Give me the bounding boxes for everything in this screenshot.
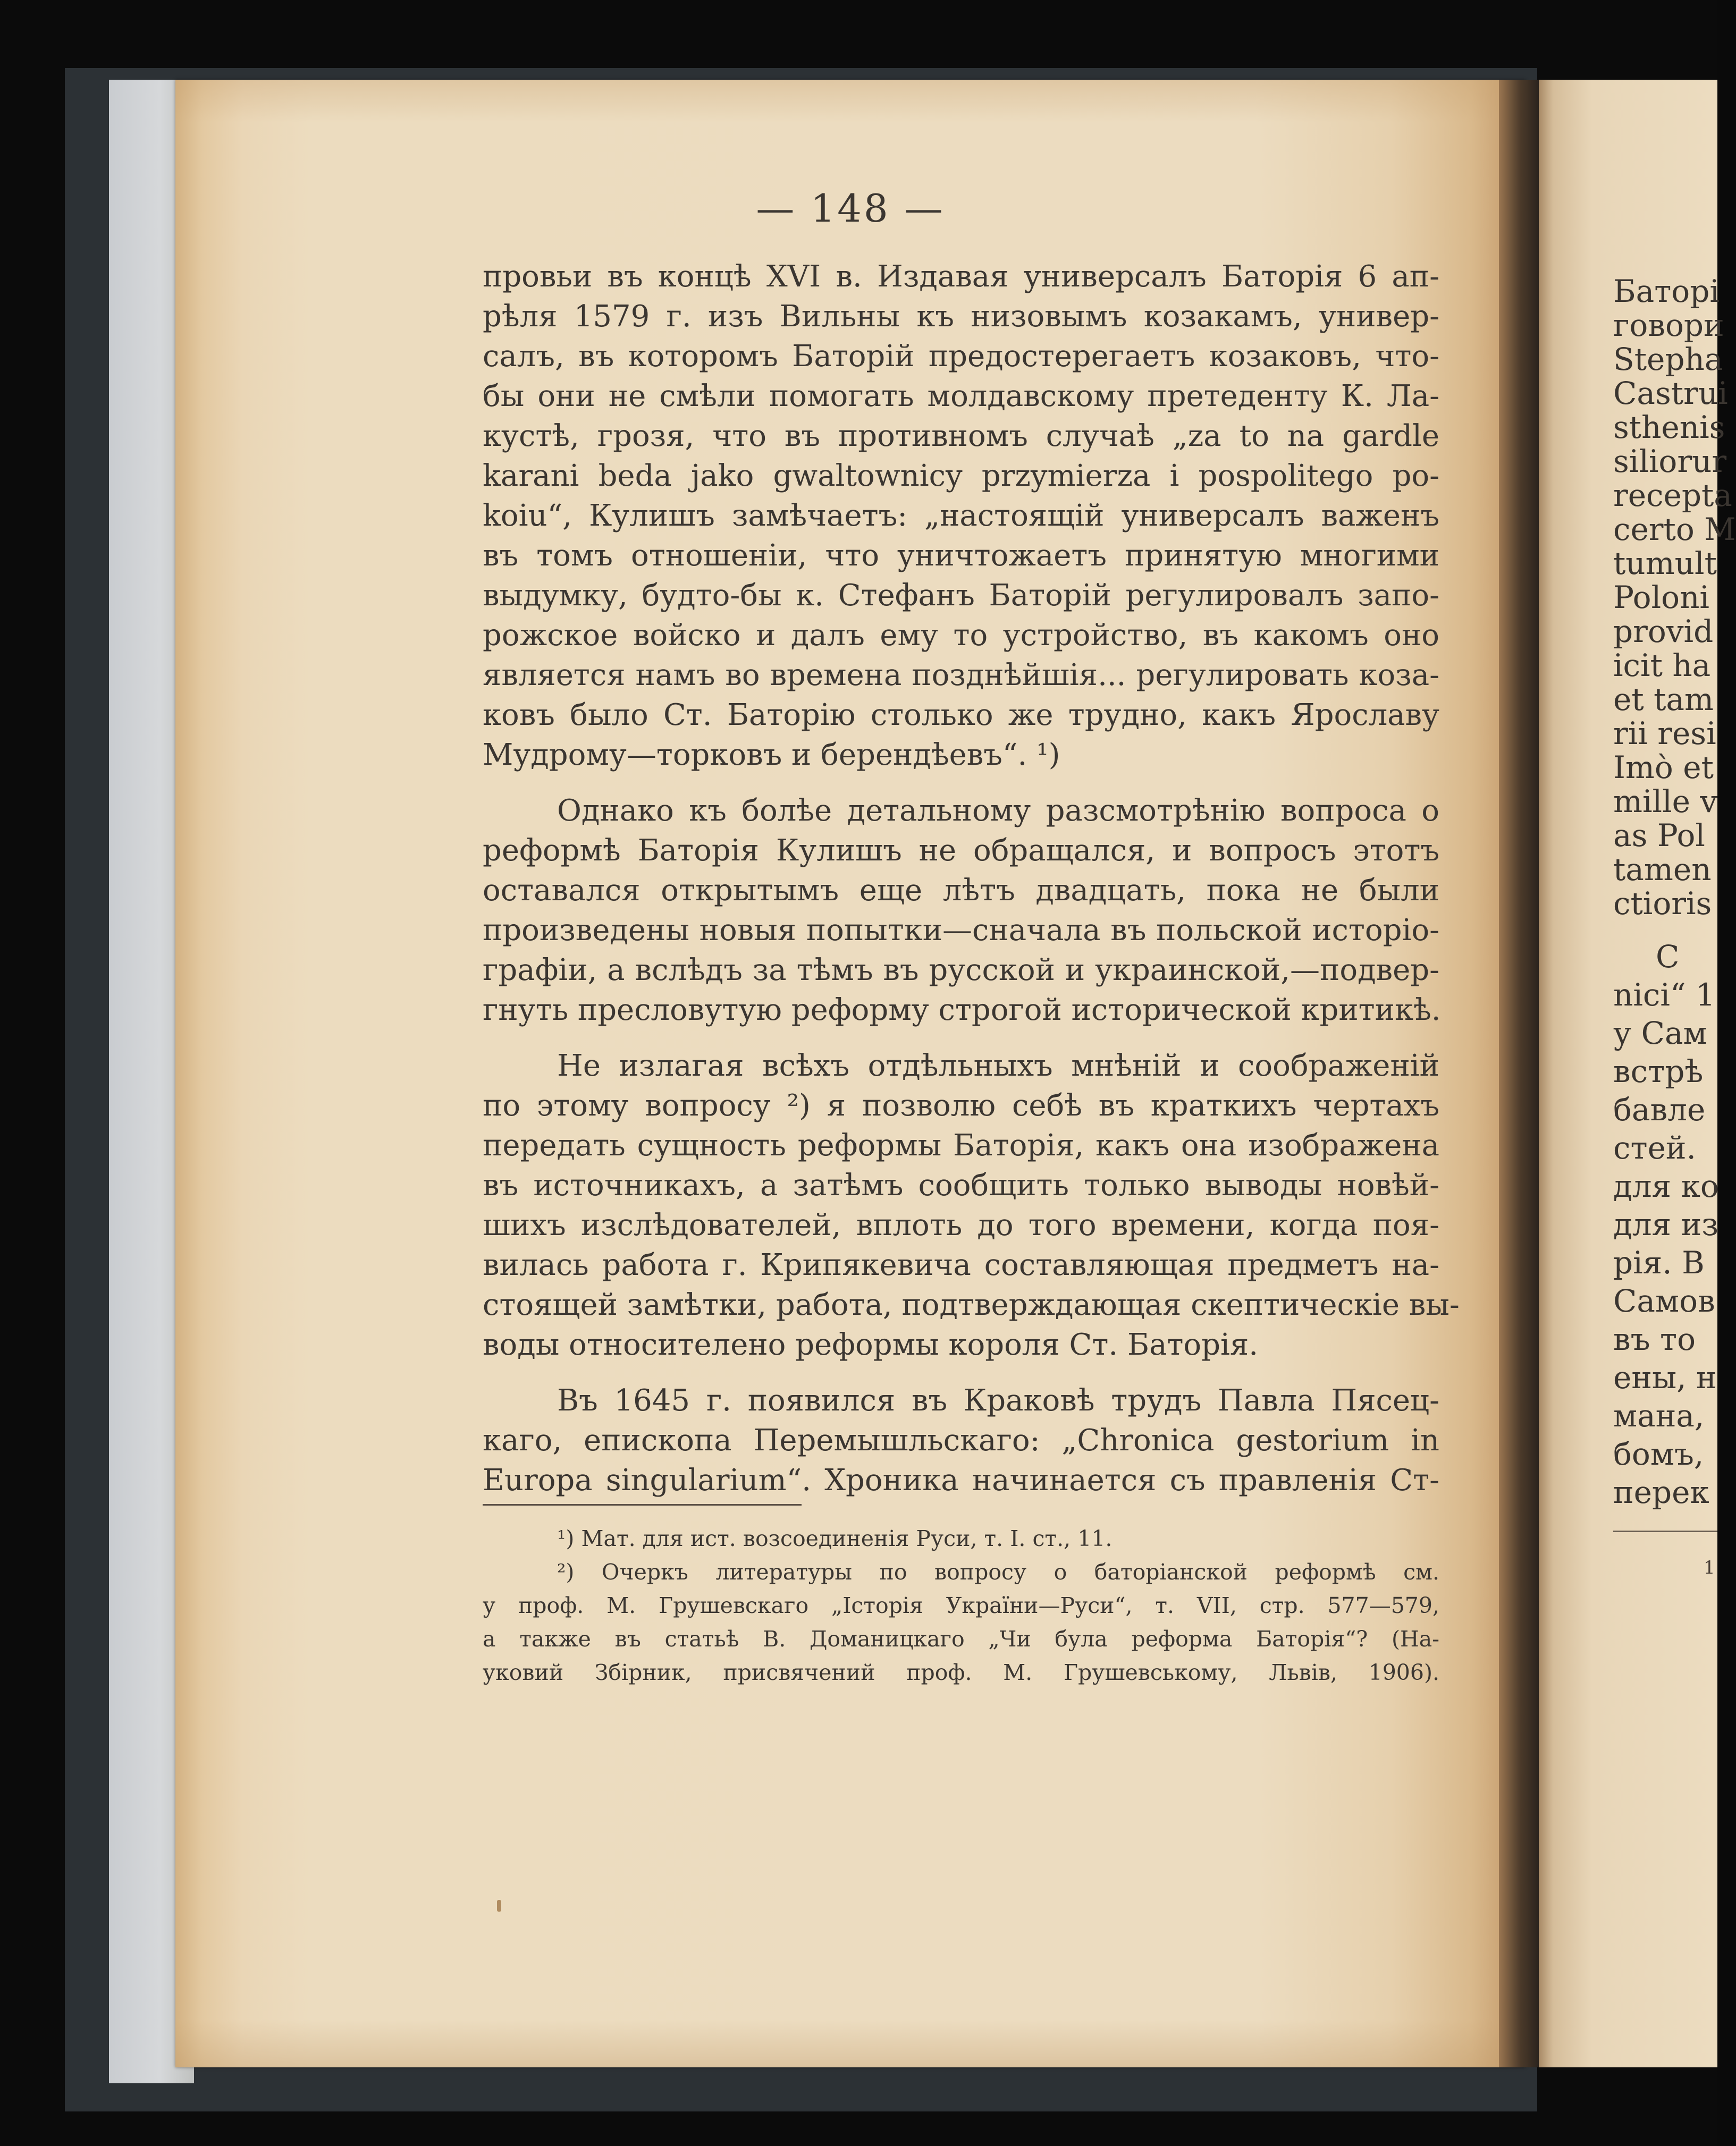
page-shade-bottom [175,2020,1526,2067]
right-text-line: Poloni [1613,579,1709,615]
footnote-line: а также въ статьѣ В. Доманицкаго „Чи була реформа Баторія“? (На- [483,1626,1439,1652]
text-line: Однако къ болѣе детальному разсмотрѣнію вопроса о [557,793,1439,828]
text-line: передать сущность реформы Баторія, какъ она изображена [483,1128,1439,1163]
text-line: karani beda jako gwaltownicy przymierza i pospolitego po- [483,459,1439,493]
text-line: реформѣ Баторія Кулишъ не обращался, и вопросъ этотъ [483,833,1439,868]
right-text-line: бомъ, [1613,1436,1704,1472]
text-line: является намъ во времена позднѣйшія... регулировать коза- [483,658,1439,692]
right-text-line: as Pol [1613,817,1705,854]
right-text-line: C [1656,939,1680,975]
right-text-line: ctioris [1613,885,1712,922]
right-text-line: Самов [1613,1283,1715,1319]
footnote-line: ¹) Мат. для ист. возсоединенія Руси, т. I. ст., 11. [557,1526,1113,1551]
footnote-rule [483,1504,802,1506]
right-text-line: icit ha [1613,647,1711,683]
right-footnote-rule [1613,1531,1717,1532]
right-text-line: et tam [1613,681,1714,717]
footnote-line: ²) Очеркъ литературы по вопросу о баторіанской реформѣ см. [557,1559,1439,1585]
right-text-line: nici“ 1 [1613,977,1715,1013]
text-line: Въ 1645 г. появился въ Краковѣ трудъ Павла Пясец- [557,1383,1439,1418]
text-line: произведены новыя попытки—сначала въ польской исторіо- [483,913,1439,948]
right-text-line: Баторі [1613,273,1720,309]
right-text-line: встрѣ [1613,1053,1704,1089]
text-line: салъ, въ которомъ Баторій предостерегаетъ козаковъ, что- [483,339,1439,374]
right-text-line: рія. В [1613,1245,1705,1281]
page-number: — 148 — [756,186,945,231]
text-line: стоящей замѣтки, работа, подтверждающая скептическіе вы- [483,1288,1460,1322]
right-text-line: у Сам [1613,1015,1707,1051]
right-text-line: бавле [1613,1092,1706,1128]
text-line: Мудрому—торковъ и берендѣевъ“. ¹) [483,738,1060,772]
footnote-line: уковий Збірник, присвячений проф. М. Грушевському, Львів, 1906). [483,1660,1439,1685]
text-line: выдумку, будто-бы к. Стефанъ Баторій регулировалъ запо- [483,578,1439,613]
footnote-line: у проф. М. Грушевскаго „Історія України—Руси“, т. VII, стр. 577—579, [483,1593,1439,1618]
right-text-line: мана, [1613,1398,1705,1434]
right-text-line: mille v [1613,783,1718,819]
right-text-line: Castrui [1613,375,1728,411]
text-line: рожское войско и далъ ему то устройство, въ какомъ оно [483,618,1439,653]
text-line: провьи въ концѣ XVI в. Издавая универсалъ Баторія 6 ап- [483,259,1439,294]
text-line: оставался открытымъ еще лѣтъ двадцать, пока не были [483,873,1439,908]
text-line: ковъ было Ст. Баторію столько же трудно, какъ Ярославу [483,698,1439,732]
right-text-line: tamen [1613,851,1712,888]
right-text-line: для из [1613,1206,1718,1243]
text-line: въ томъ отношеніи, что уничтожаетъ принятую многими [483,538,1439,573]
text-line: koiu“, Кулишъ замѣчаетъ: „настоящій универсалъ важенъ [483,499,1439,533]
right-text-line: для ко [1613,1168,1719,1204]
right-footnote-mark: 1 [1704,1557,1715,1578]
right-text-line: certo M [1613,511,1736,547]
right-text-line: ены, н [1613,1359,1717,1396]
text-line: въ источникахъ, а затѣмъ сообщить только выводы новѣй- [483,1168,1439,1203]
text-line: воды относителено реформы короля Ст. Баторія. [483,1328,1259,1362]
right-text-line: tumult [1613,545,1717,581]
right-text-line: sthenis [1613,409,1725,445]
page-shade-top [175,80,1526,122]
text-line: бы они не смѣли помогать молдавскому претеденту К. Ла- [483,379,1439,413]
right-text-line: стей. [1613,1130,1696,1166]
right-text-line: говори [1613,307,1724,343]
right-text-line: Stepha [1613,341,1723,377]
text-line: каго, епископа Перемышльскаго: „Chronica gestorium in [483,1423,1439,1458]
right-text-line: provid [1613,613,1714,649]
text-line: шихъ изслѣдователей, вплоть до того времени, когда поя- [483,1208,1439,1243]
text-line: графіи, а вслѣдъ за тѣмъ въ русской и украинской,—подвер- [483,953,1439,987]
text-line: по этому вопросу ²) я позволю себѣ въ краткихъ чертахъ [483,1088,1439,1123]
right-text-line: въ то [1613,1321,1696,1357]
right-text-line: rii resi [1613,715,1716,751]
text-line: рѣля 1579 г. изъ Вильны къ низовымъ козакамъ, универ- [483,299,1439,334]
right-text-line: перек [1613,1474,1709,1510]
text-line: Europa singularium“. Хроника начинается съ правленія Ст- [483,1463,1439,1498]
right-text-line: recepta [1613,477,1732,513]
paper-stain [497,1900,501,1912]
right-page-text [1613,0,1736,2146]
text-line: гнуть пресловутую реформу строгой исторической критикѣ. [483,993,1441,1027]
text-line: кустѣ, грозя, что въ противномъ случаѣ „za to na gardle [483,419,1439,453]
right-text-line: Imò et [1613,749,1714,785]
text-line: вилась работа г. Крипякевича составляющая предметъ на- [483,1248,1439,1282]
text-line: Не излагая всѣхъ отдѣльныхъ мнѣній и соображеній [557,1049,1439,1083]
right-text-line: siliorur [1613,443,1727,479]
